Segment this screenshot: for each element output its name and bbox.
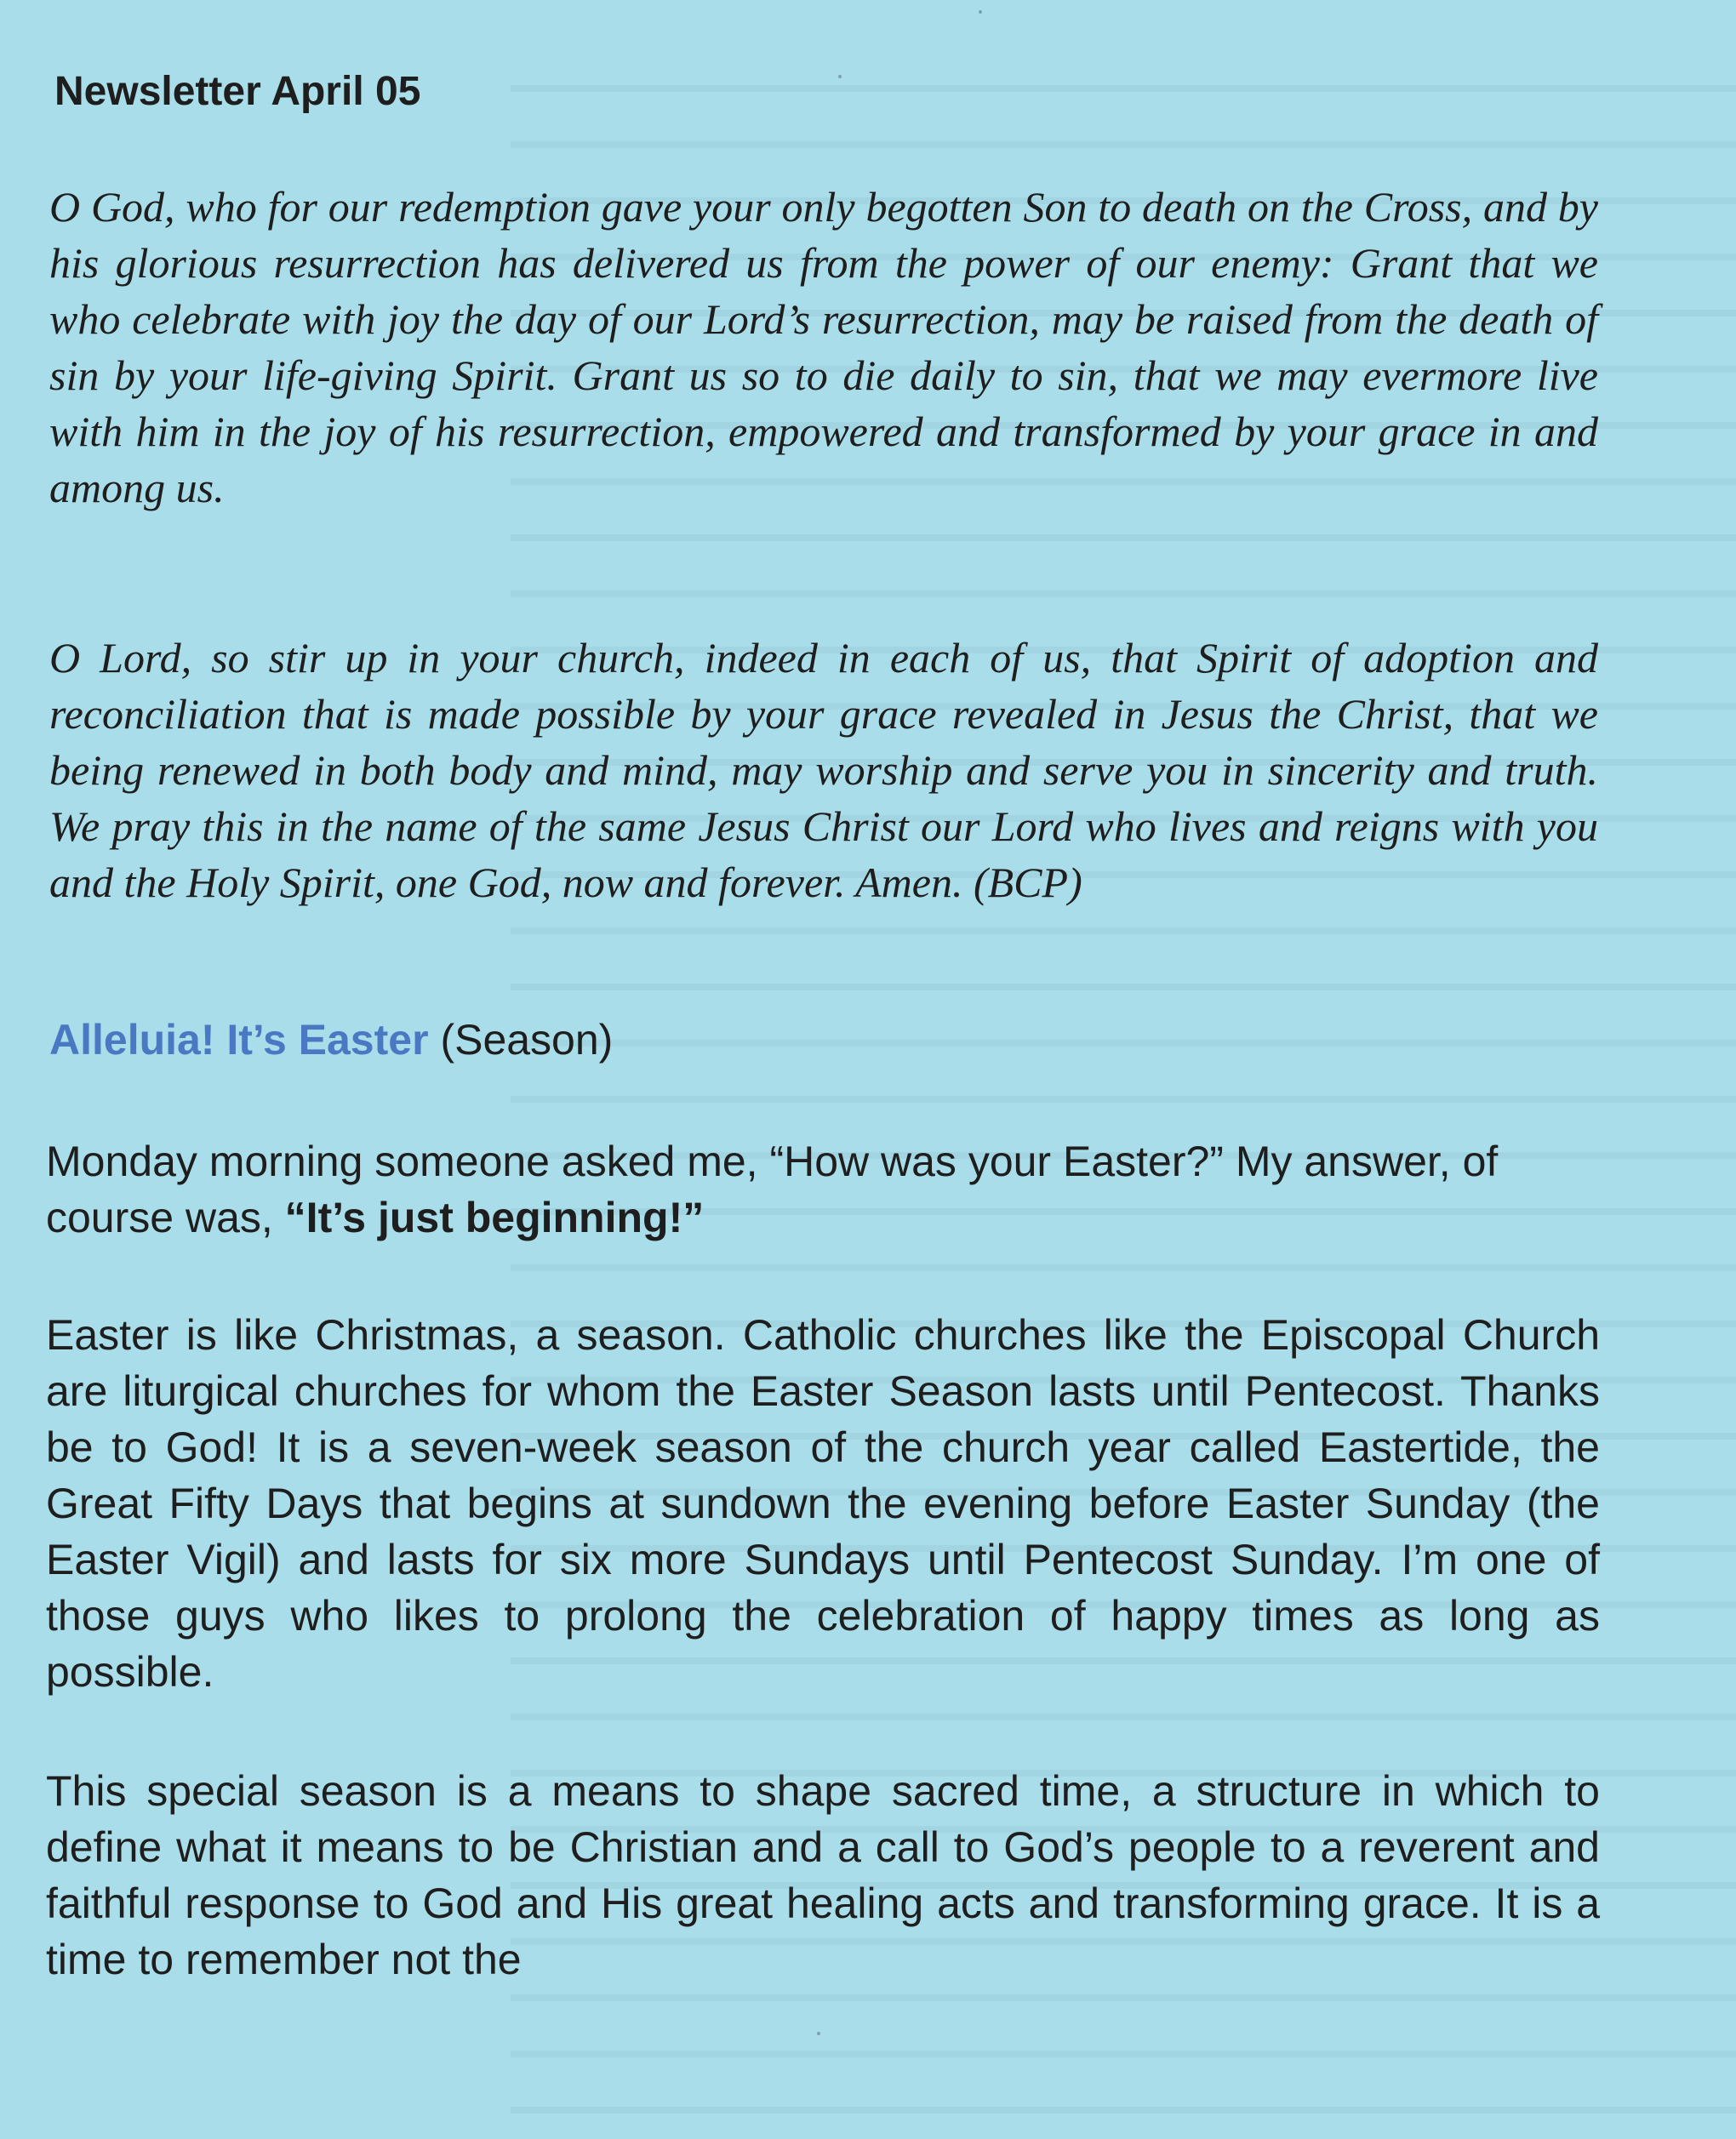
paragraph-easter-question [46, 1133, 1527, 1246]
paper-speck [979, 10, 982, 14]
paragraph-easter-answer: “It’s just beginning!” [284, 1194, 705, 1241]
paper-speck [817, 2032, 820, 2035]
paragraph-easter-season: Easter is like Christmas, a season. Catholic churches like the Episcopal Church are liturgical churches for whom the Easter Season lasts until Pentecost. Thanks be to God! It is a seven-week season of the church year called Eastertide, the Great Fifty Days that begins at sundown the evening before Easter Sunday (the Easter Vigil) and lasts for six more Sundays until Pentecost Sunday. I’m one of those guys who likes to prolong the celebration of happy times as long as possible. [46, 1311, 1600, 1696]
second-prayer: O Lord, so stir up in your church, indeed in each of us, that Spirit of adoption and reconciliation that is made possible by your grace revealed in Jesus the Christ, that we being renewed in both body and mind, may worship and serve you in sincerity and truth. We pray this in the name of the same Jesus Christ our Lord who lives and reigns with you and the Holy Spirit, one God, now and forever. Amen. (BCP) [49, 634, 1598, 906]
newsletter-title: Newsletter April 05 [54, 69, 421, 114]
paragraph-easter-question-text: Monday morning someone asked me, “How was your Easter?” My answer, of course was, [46, 1138, 1499, 1241]
paper-speck [838, 75, 842, 78]
section-heading-accent: Alleluia! It’s Easter [49, 1016, 429, 1064]
opening-prayer: O God, who for our redemption gave your only begotten Son to death on the Cross, and by his glorious resurrection has delivered us from the power of our enemy: Grant that we who celebrate with joy the day of our Lord’s resurrection, may be raised from the death of sin by your life-giving Spirit. Grant us so to die daily to sin, that we may evermore live with him in the joy of his resurrection, empowered and transformed by your grace in and among us. [49, 183, 1598, 511]
section-heading [49, 1012, 613, 1067]
paragraph-sacred-time: This special season is a means to shape sacred time, a structure in which to define what it means to be Christian and a call to God’s people to a reverent and faithful response to God and His great healing acts and transforming grace. It is a time to remember not the [46, 1767, 1600, 1983]
section-heading-suffix: (Season) [428, 1016, 614, 1064]
